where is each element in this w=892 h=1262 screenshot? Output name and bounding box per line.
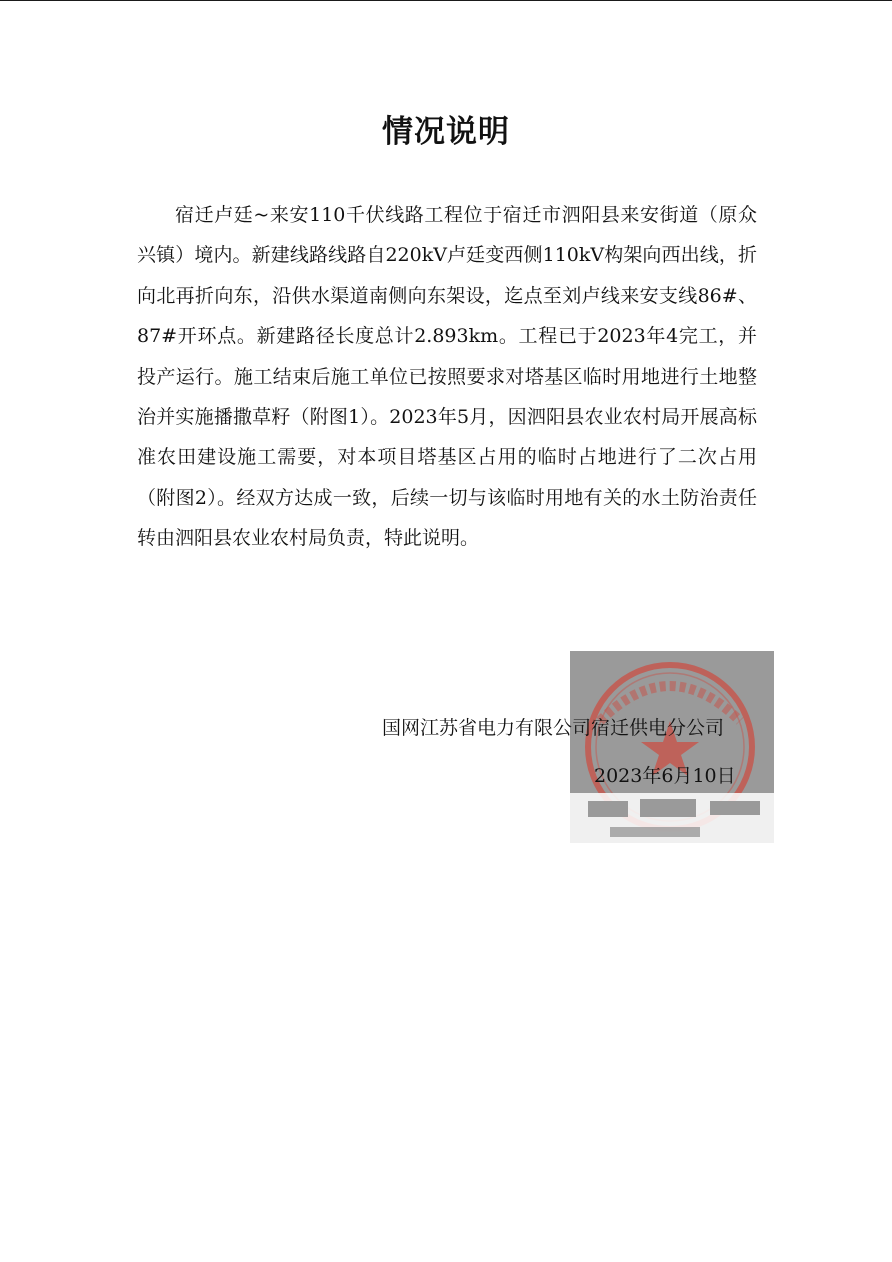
signature-date: 2023年6月10日 [594,765,736,787]
top-border-line [0,0,892,1]
signer-organization: 国网江苏省电力有限公司宿迁供电分公司 [382,717,725,739]
document-body: 宿迁卢廷~来安110千伏线路工程位于宿迁市泗阳县来安街道（原众兴镇）境内。新建线路线路自220kV卢廷变西侧110kV构架向西出线，折向北再折向东，沿供水渠道南侧向东架设，迄点至刘卢线来安支线86#、87#开环点。新建路径长度总计2.893km。工程已于2023年4完工，并投产运行。施工结束后施工单位已按照要求对塔基区临时用地进行土地整治并实施播撒草籽（附图1）。2023年5月，因泗阳县农业农村局开展高标准农田建设施工需要，对本项目塔基区占用的临时占地进行了二次占用（附图2）。经双方达成一致，后续一切与该临时用地有关的水土防治责任转由泗阳县农业农村局负责，特此说明。 [137,204,757,550]
document-title: 情况说明 [382,114,510,150]
